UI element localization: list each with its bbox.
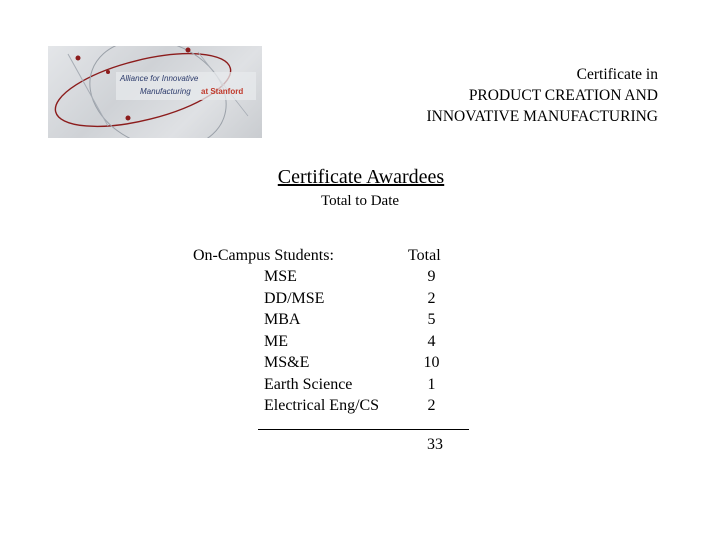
header-line-1: Certificate in [576,66,658,83]
row-name: MBA [264,311,301,328]
row-name: Earth Science [264,375,353,393]
logo-line-1: Alliance for Innovative [120,74,199,83]
header-line-3: INNOVATIVE MANUFACTURING [426,108,658,125]
row-value: 2 [427,397,436,414]
section-title [0,166,720,189]
logo-line-2: Manufacturing [140,87,191,96]
row-value: 2 [427,289,436,307]
header-line-2: PRODUCT CREATION AND [468,87,658,104]
total-divider [258,429,469,430]
row-value: 10 [423,354,440,371]
row-value: 5 [427,311,436,328]
row-name: DD/MSE [264,289,325,307]
row-name: ME [264,332,288,350]
row-value: 9 [427,268,436,285]
row-name: MS&E [264,354,310,371]
certificate-header [427,64,659,127]
grand-total: 33 [427,436,443,453]
alliance-logo [48,46,262,138]
logo-at-stanford: at Stanford [201,87,244,96]
section-title-text: Certificate Awardees [277,166,445,188]
group-label: On-Campus Students: [193,247,334,264]
row-value: 4 [427,332,436,350]
total-column-header: Total [408,247,441,264]
row-name: MSE [264,268,297,285]
row-value: 1 [427,375,436,393]
row-name: Electrical Eng/CS [264,397,380,414]
section-subtitle: Total to Date [320,193,400,209]
